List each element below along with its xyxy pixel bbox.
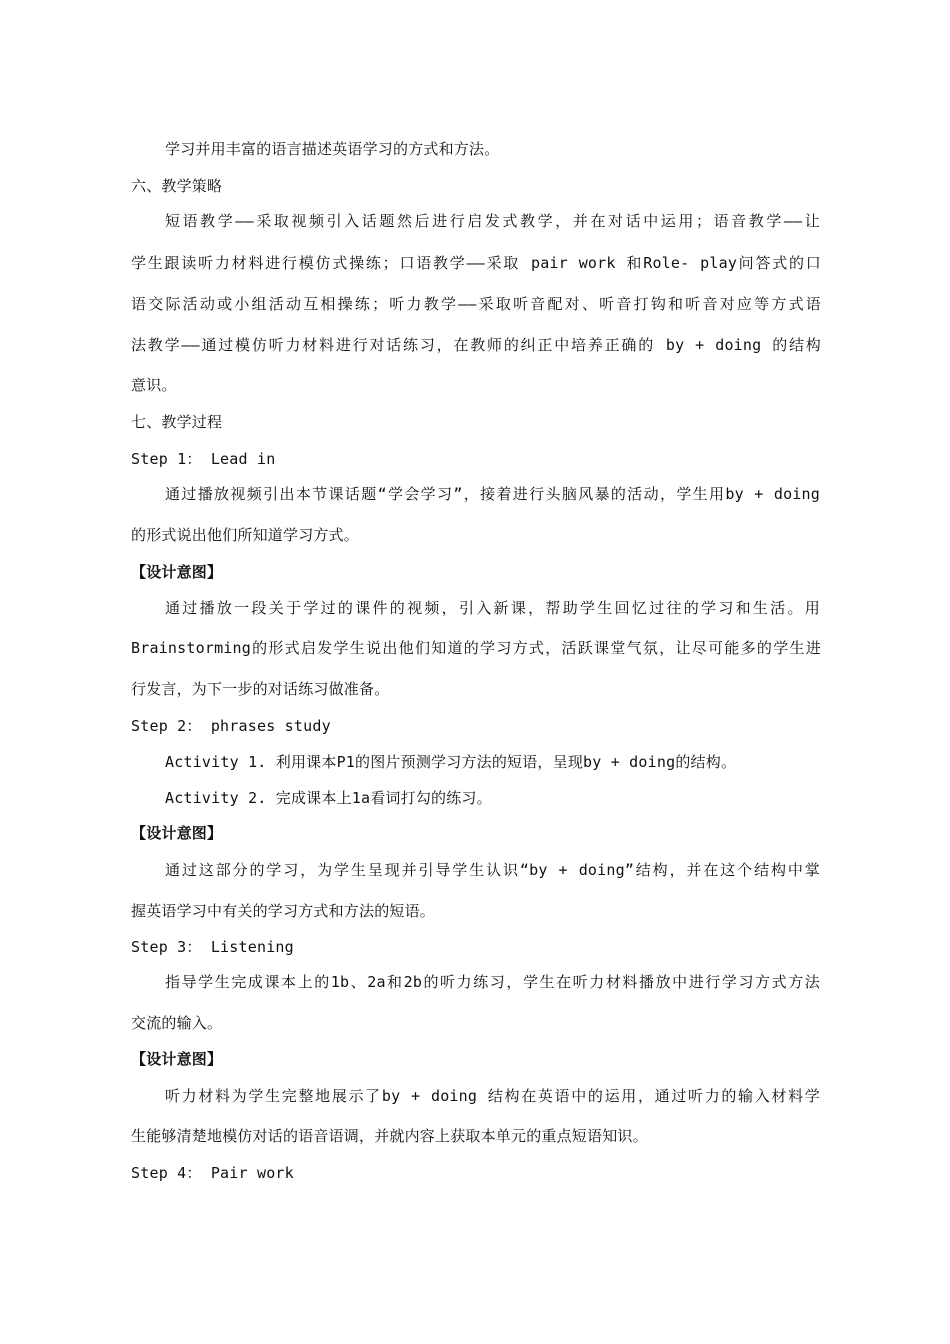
step-heading: Step 3： Listening bbox=[131, 938, 294, 956]
step-heading: Step 1： Lead in bbox=[131, 450, 276, 468]
design-intent-heading: 【设计意图】 bbox=[131, 563, 223, 581]
paragraph-line: 学习并用丰富的语言描述英语学习的方式和方法。 bbox=[165, 140, 500, 158]
paragraph-line: 学生跟读听力材料进行模仿式操练；口语教学——采取 pair work 和Role- play问答式的口 bbox=[131, 254, 821, 272]
paragraph-line: 通过这部分的学习，为学生呈现并引导学生认识“by + doing”结构，并在这个结构中掌 bbox=[165, 861, 820, 879]
paragraph-line: 的形式说出他们所知道学习方式。 bbox=[131, 526, 360, 544]
section-heading-strategy: 六、教学策略 bbox=[131, 177, 223, 195]
paragraph-line: 听力材料为学生完整地展示了by + doing 结构在英语中的运用，通过听力的输入材料学 bbox=[165, 1087, 820, 1105]
paragraph-line: 握英语学习中有关的学习方式和方法的短语。 bbox=[131, 902, 436, 920]
paragraph-line: 通过播放一段关于学过的课件的视频，引入新课，帮助学生回忆过往的学习和生活。用 bbox=[165, 599, 820, 617]
paragraph-line: 短语教学——采取视频引入话题然后进行启发式教学，并在对话中运用；语音教学——让 bbox=[165, 212, 820, 230]
activity-line: Activity 1. 利用课本P1的图片预测学习方法的短语，呈现by + doing的结构。 bbox=[165, 753, 737, 771]
paragraph-line: 语交际活动或小组活动互相操练；听力教学——采取听音配对、听音打钩和听音对应等方式语 bbox=[131, 295, 821, 313]
paragraph-line: 意识。 bbox=[131, 376, 177, 394]
step-heading: Step 4： Pair work bbox=[131, 1164, 294, 1182]
paragraph-line: 生能够清楚地模仿对话的语音语调，并就内容上获取本单元的重点短语知识。 bbox=[131, 1127, 648, 1145]
activity-line: Activity 2. 完成课本上1a看词打勾的练习。 bbox=[165, 789, 492, 807]
paragraph-line: 行发言，为下一步的对话练习做准备。 bbox=[131, 680, 390, 698]
design-intent-heading: 【设计意图】 bbox=[131, 1050, 223, 1068]
step-heading: Step 2： phrases study bbox=[131, 717, 331, 735]
paragraph-line: 法教学——通过模仿听力材料进行对话练习，在教师的纠正中培养正确的 by + doing 的结构 bbox=[131, 336, 821, 354]
paragraph-line: 交流的输入。 bbox=[131, 1014, 223, 1032]
paragraph-line: 指导学生完成课本上的1b、2a和2b的听力练习，学生在听力材料播放中进行学习方式方法 bbox=[165, 973, 820, 991]
paragraph-line: 通过播放视频引出本节课话题“学会学习”，接着进行头脑风暴的活动，学生用by + doing bbox=[165, 485, 820, 503]
section-heading-process: 七、教学过程 bbox=[131, 413, 223, 431]
paragraph-line: Brainstorming的形式启发学生说出他们知道的学习方式，活跃课堂气氛，让尽可能多的学生进 bbox=[131, 639, 821, 657]
design-intent-heading: 【设计意图】 bbox=[131, 824, 223, 842]
